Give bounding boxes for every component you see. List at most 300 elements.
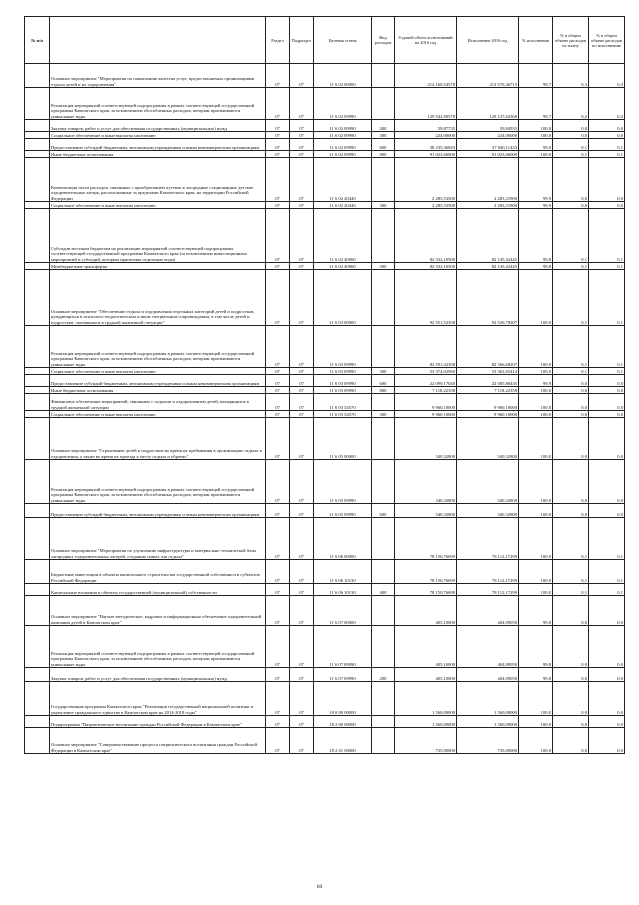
cell-pct: 99,9: [519, 158, 553, 202]
cell-pct-plan: 0,0: [553, 387, 589, 394]
cell-pct-fact: 0,0: [589, 418, 625, 460]
table-row: [25, 716, 625, 728]
cell-razdel: 07: [266, 132, 290, 139]
cell-plan: 38 235,36843: [395, 139, 457, 151]
cell-plan: 82 332,10500: [395, 209, 457, 263]
budget-table: [24, 16, 625, 754]
cell-podrazdel: 07: [290, 626, 314, 668]
table-row: [25, 394, 625, 411]
cell-pct-plan: 0,0: [553, 728, 589, 754]
cell-pct-fact: 0,0: [589, 394, 625, 411]
cell-plan: 78 150,76699: [395, 518, 457, 560]
cell-target-article: 11 6 07 09990: [314, 668, 372, 682]
cell-pct: 99,8: [519, 596, 553, 626]
cell-target-article: 11 6 05 00000: [314, 418, 372, 460]
cell-number: [25, 88, 50, 120]
cell-razdel: 07: [266, 139, 290, 151]
cell-fact: 92 526,78207: [457, 270, 519, 326]
cell-pct-plan: 0,1: [553, 209, 589, 263]
cell-pct: 100,0: [519, 387, 553, 394]
cell-fact: 224,00000: [457, 132, 519, 139]
cell-razdel: 07: [266, 263, 290, 270]
cell-fact: 82 145,42445: [457, 263, 519, 270]
cell-name: Основное мероприятие "Мероприятия по повышению качества услуг, предоставляемых организациями отдыха детей и их оздоровления": [50, 64, 266, 88]
cell-number: [25, 263, 50, 270]
cell-number: [25, 584, 50, 596]
cell-pct: 99,0: [519, 139, 553, 151]
cell-target-article: 18 2 00 00000: [314, 716, 372, 728]
cell-target-article: 11 6 02 09990: [314, 88, 372, 120]
cell-pct-plan: 0,0: [553, 375, 589, 387]
cell-plan: 405,10000: [395, 596, 457, 626]
cell-pct-plan: 0,0: [553, 626, 589, 668]
cell-number: [25, 270, 50, 326]
cell-pct-fact: 0,0: [589, 626, 625, 668]
cell-pct-fact: 0,1: [589, 270, 625, 326]
cell-target-article: 11 6 03 09990: [314, 387, 372, 394]
cell-plan: 1 560,00000: [395, 716, 457, 728]
cell-name: Иные бюджетные ассигнования: [50, 387, 266, 394]
cell-razdel: 07: [266, 418, 290, 460]
cell-pct: 100,0: [519, 411, 553, 418]
cell-plan: 405,10000: [395, 668, 457, 682]
cell-podrazdel: 07: [290, 596, 314, 626]
cell-podrazdel: 07: [290, 64, 314, 88]
cell-expense-type: 300: [372, 132, 395, 139]
cell-plan: 91 023,66000: [395, 151, 457, 158]
cell-target-article: 11 6 05 09990: [314, 460, 372, 504]
cell-pct: 100,0: [519, 418, 553, 460]
cell-plan: 7 118,22358: [395, 387, 457, 394]
table-row: [25, 120, 625, 132]
table-row: [25, 418, 625, 460]
cell-expense-type: [372, 394, 395, 411]
cell-expense-type: [372, 64, 395, 88]
cell-plan: 9 960,10000: [395, 394, 457, 411]
cell-number: [25, 120, 50, 132]
cell-pct-fact: 0,0: [589, 202, 625, 209]
cell-name: Иные бюджетные ассигнования: [50, 151, 266, 158]
cell-razdel: 07: [266, 158, 290, 202]
cell-pct-fact: 0,0: [589, 728, 625, 754]
table-row: [25, 460, 625, 504]
header-razdel: Раздел: [266, 17, 290, 64]
cell-podrazdel: 07: [290, 375, 314, 387]
cell-razdel: 07: [266, 668, 290, 682]
cell-plan: 22 099,17040: [395, 375, 457, 387]
cell-pct-fact: 0,1: [589, 209, 625, 263]
table-row: [25, 728, 625, 754]
header-plan: Годовой объем ассигнований на 2016 год: [395, 17, 457, 64]
cell-name: Подпрограмма "Патриотическое воспитание граждан Российской Федерации в Камчатском крае": [50, 716, 266, 728]
cell-pct-plan: 0,0: [553, 504, 589, 518]
cell-name: Социальное обеспечение и иные выплаты населению: [50, 368, 266, 375]
cell-number: [25, 158, 50, 202]
cell-fact: 78 112,17299: [457, 560, 519, 584]
cell-fact: 2 283,31900: [457, 202, 519, 209]
cell-target-article: 11 6 07 00000: [314, 596, 372, 626]
cell-target-article: 11 6 02 40060: [314, 263, 372, 270]
cell-plan: 78 150,76699: [395, 584, 457, 596]
cell-expense-type: 600: [372, 504, 395, 518]
cell-fact: 735,00000: [457, 728, 519, 754]
table-row: [25, 682, 625, 716]
cell-number: [25, 132, 50, 139]
cell-fact: 129 147,62368: [457, 88, 519, 120]
header-number: № п/п: [25, 17, 50, 64]
cell-expense-type: 200: [372, 120, 395, 132]
cell-podrazdel: 07: [290, 368, 314, 375]
cell-name: Предоставление субсидий бюджетным, автономным учреждениям и иным некоммерческим организациям: [50, 504, 266, 518]
cell-podrazdel: 07: [290, 387, 314, 394]
table-row: [25, 132, 625, 139]
cell-fact: 404,09050: [457, 668, 519, 682]
cell-name: Реализация мероприятий соответствующей подпрограммы в рамках соответствующей государственной программы Камчатского края, за исключением обособленных расходов, которым присваиваются уникальные коды: [50, 326, 266, 368]
cell-pct: 100,0: [519, 270, 553, 326]
cell-expense-type: 500: [372, 263, 395, 270]
cell-pct: 100,0: [519, 584, 553, 596]
cell-pct-fact: 0,0: [589, 387, 625, 394]
table-row: [25, 626, 625, 668]
cell-podrazdel: 07: [290, 88, 314, 120]
cell-name: Межбюджетные трансферты: [50, 263, 266, 270]
cell-target-article: 11 6 03 54570: [314, 411, 372, 418]
cell-number: [25, 139, 50, 151]
table-row: [25, 375, 625, 387]
table-row: [25, 209, 625, 263]
header-pct-plan: % в общем объеме расходов по плану: [553, 17, 589, 64]
cell-razdel: 07: [266, 596, 290, 626]
cell-target-article: 11 6 03 54570: [314, 394, 372, 411]
cell-pct-plan: 0,3: [553, 64, 589, 88]
table-row: [25, 202, 625, 209]
cell-razdel: 07: [266, 151, 290, 158]
cell-razdel: 07: [266, 716, 290, 728]
cell-fact: 1 560,00000: [457, 682, 519, 716]
cell-pct-fact: 0,3: [589, 64, 625, 88]
cell-target-article: 11 6 06 00000: [314, 518, 372, 560]
cell-pct: 99,8: [519, 209, 553, 263]
cell-razdel: 07: [266, 88, 290, 120]
cell-number: [25, 626, 50, 668]
cell-pct: 100,0: [519, 504, 553, 518]
cell-fact: 59,84935: [457, 120, 519, 132]
cell-name: Основное мероприятие "Страхование детей и подростков во время их пребывания в организациях отдыха и оздоровления, а также во время их проезда к месту отдыха и обратно": [50, 418, 266, 460]
cell-name: Финансовое обеспечение мероприятий, связанных с отдыхом и оздоровлением детей, находящихся в трудной жизненной ситуации: [50, 394, 266, 411]
cell-plan: 214 160,54578: [395, 64, 457, 88]
cell-pct: 99,8: [519, 668, 553, 682]
cell-target-article: 11 6 03 09990: [314, 375, 372, 387]
cell-pct-plan: 0,1: [553, 584, 589, 596]
table-header-row: [25, 17, 625, 64]
table-row: [25, 151, 625, 158]
cell-razdel: 07: [266, 460, 290, 504]
cell-target-article: 11 6 02 09990: [314, 120, 372, 132]
cell-plan: 405,10000: [395, 626, 457, 668]
cell-plan: 340,32800: [395, 460, 457, 504]
cell-pct-fact: 0,0: [589, 375, 625, 387]
cell-fact: 22 085,80435: [457, 375, 519, 387]
cell-plan: 2 285,53500: [395, 158, 457, 202]
cell-pct-fact: 0,2: [589, 88, 625, 120]
cell-fact: 213 576,36713: [457, 64, 519, 88]
cell-name: Реализация мероприятий соответствующей подпрограммы в рамках соответствующей государственной программы Камчатского края, за исключением обособленных расходов, которым присваиваются уникальные коды: [50, 460, 266, 504]
cell-expense-type: 300: [372, 411, 395, 418]
cell-pct-plan: 0,1: [553, 518, 589, 560]
cell-expense-type: [372, 326, 395, 368]
cell-pct-fact: 0,0: [589, 120, 625, 132]
cell-pct-plan: 0,1: [553, 151, 589, 158]
cell-fact: 78 112,17299: [457, 518, 519, 560]
cell-pct: 99,8: [519, 263, 553, 270]
cell-pct: 99,7: [519, 88, 553, 120]
cell-name: Государственная программа Камчатского края "Реализация государственной национальной политики и укрепление гражданского единства в Камчатском крае на 2014-2018 годы": [50, 682, 266, 716]
cell-razdel: 07: [266, 375, 290, 387]
cell-expense-type: [372, 158, 395, 202]
cell-name: Компенсация части расходов, связанных с приобретением путевок в загородные стационарные детские оздоровительные лагеря, расположенные за пределами Камчатского края, на территории Российской Федерации: [50, 158, 266, 202]
cell-razdel: 07: [266, 64, 290, 88]
cell-fact: 9 960,10000: [457, 394, 519, 411]
cell-razdel: 07: [266, 209, 290, 263]
cell-razdel: 07: [266, 270, 290, 326]
cell-pct-plan: 0,0: [553, 120, 589, 132]
cell-expense-type: 800: [372, 151, 395, 158]
cell-target-article: 11 6 02 00000: [314, 64, 372, 88]
table-row: [25, 518, 625, 560]
cell-fact: 37 840,11433: [457, 139, 519, 151]
cell-pct-plan: 0,0: [553, 682, 589, 716]
cell-razdel: 07: [266, 560, 290, 584]
cell-number: [25, 202, 50, 209]
table-row: [25, 368, 625, 375]
cell-expense-type: 200: [372, 668, 395, 682]
cell-fact: 78 112,17299: [457, 584, 519, 596]
cell-plan: 82 591,42358: [395, 326, 457, 368]
cell-target-article: 11 6 06 10130: [314, 560, 372, 584]
cell-number: [25, 394, 50, 411]
cell-plan: 92 551,52358: [395, 270, 457, 326]
cell-podrazdel: 07: [290, 518, 314, 560]
table-row: [25, 158, 625, 202]
page-number: 60: [316, 884, 323, 890]
cell-name: Реализация мероприятий соответствующей подпрограммы в рамках соответствующей государственной программы Камчатского края, за исключением обособленных расходов, которым присваиваются уникальные коды: [50, 88, 266, 120]
cell-razdel: 07: [266, 584, 290, 596]
cell-pct-fact: 0,1: [589, 368, 625, 375]
cell-pct-plan: 0,0: [553, 158, 589, 202]
cell-number: [25, 460, 50, 504]
cell-number: [25, 596, 50, 626]
cell-expense-type: [372, 209, 395, 263]
cell-pct-plan: 0,0: [553, 668, 589, 682]
cell-number: [25, 418, 50, 460]
cell-fact: 91 023,66000: [457, 151, 519, 158]
cell-fact: 340,32800: [457, 504, 519, 518]
cell-target-article: 18 0 00 00000: [314, 682, 372, 716]
cell-name: Социальное обеспечение и иные выплаты населению: [50, 132, 266, 139]
table-row: [25, 88, 625, 120]
cell-expense-type: [372, 460, 395, 504]
cell-number: [25, 518, 50, 560]
cell-pct: 100,0: [519, 518, 553, 560]
cell-number: [25, 387, 50, 394]
cell-target-article: 11 6 02 20440: [314, 158, 372, 202]
cell-pct-plan: 0,0: [553, 418, 589, 460]
cell-pct-fact: 0,0: [589, 132, 625, 139]
cell-podrazdel: 07: [290, 151, 314, 158]
cell-razdel: 07: [266, 326, 290, 368]
cell-pct: 100,0: [519, 682, 553, 716]
cell-target-article: 11 6 05 09990: [314, 504, 372, 518]
cell-razdel: 07: [266, 504, 290, 518]
cell-fact: 7 118,22358: [457, 387, 519, 394]
table-row: [25, 560, 625, 584]
cell-target-article: 18 2 01 00000: [314, 728, 372, 754]
table-body: [25, 64, 625, 754]
cell-pct-plan: 0,1: [553, 270, 589, 326]
cell-number: [25, 368, 50, 375]
cell-fact: 53 362,65414: [457, 368, 519, 375]
cell-number: [25, 728, 50, 754]
cell-plan: 78 150,76699: [395, 560, 457, 584]
cell-fact: 1 560,00000: [457, 716, 519, 728]
cell-expense-type: [372, 682, 395, 716]
cell-pct-plan: 0,1: [553, 368, 589, 375]
cell-number: [25, 716, 50, 728]
cell-expense-type: 800: [372, 387, 395, 394]
cell-expense-type: [372, 560, 395, 584]
cell-expense-type: [372, 716, 395, 728]
cell-number: [25, 209, 50, 263]
cell-fact: 340,32800: [457, 460, 519, 504]
cell-fact: 340,32800: [457, 418, 519, 460]
cell-number: [25, 326, 50, 368]
cell-podrazdel: 07: [290, 394, 314, 411]
cell-pct-fact: 0,1: [589, 326, 625, 368]
cell-podrazdel: 07: [290, 418, 314, 460]
cell-pct: 100,0: [519, 560, 553, 584]
header-expense-type: Вид расходов: [372, 17, 395, 64]
cell-number: [25, 668, 50, 682]
cell-number: [25, 151, 50, 158]
cell-podrazdel: 07: [290, 460, 314, 504]
cell-razdel: 07: [266, 394, 290, 411]
cell-fact: 82 145,42445: [457, 209, 519, 263]
cell-pct-fact: 0,1: [589, 560, 625, 584]
cell-fact: 2 283,31900: [457, 158, 519, 202]
table-row: [25, 411, 625, 418]
cell-pct-fact: 0,0: [589, 460, 625, 504]
cell-number: [25, 375, 50, 387]
cell-pct-fact: 0,0: [589, 716, 625, 728]
cell-plan: 224,00000: [395, 132, 457, 139]
cell-podrazdel: 07: [290, 209, 314, 263]
cell-razdel: 07: [266, 387, 290, 394]
cell-podrazdel: 07: [290, 682, 314, 716]
cell-number: [25, 411, 50, 418]
cell-expense-type: [372, 728, 395, 754]
cell-name: Закупка товаров, работ и услуг для обеспечения государственных (муниципальных) нужд: [50, 668, 266, 682]
cell-target-article: 11 6 02 20440: [314, 202, 372, 209]
cell-podrazdel: 07: [290, 728, 314, 754]
cell-podrazdel: 07: [290, 263, 314, 270]
cell-fact: 404,09050: [457, 596, 519, 626]
cell-name: Основное мероприятие "Научно-методическое, кадровое и информационное обеспечение оздоровительной кампании детей в Камчатском крае": [50, 596, 266, 626]
cell-name: Субсидии местным бюджетам на реализацию мероприятий соответствующей подпрограммы соответствующей государственной программы Камчатского края (за исключением инвестиционных мероприятий и субсидий, которым присвоены отдельные коды): [50, 209, 266, 263]
table-row: [25, 64, 625, 88]
header-target-article: Целевая статья: [314, 17, 372, 64]
cell-name: Капитальные вложения в объекты государственной (муниципальной) собственности: [50, 584, 266, 596]
cell-pct: 100,0: [519, 132, 553, 139]
cell-pct: 100,0: [519, 120, 553, 132]
cell-plan: 9 960,10000: [395, 411, 457, 418]
cell-expense-type: [372, 88, 395, 120]
cell-podrazdel: 07: [290, 584, 314, 596]
cell-pct-plan: 0,0: [553, 132, 589, 139]
cell-target-article: 11 6 03 00000: [314, 270, 372, 326]
cell-target-article: 11 6 03 09990: [314, 368, 372, 375]
cell-razdel: 07: [266, 411, 290, 418]
cell-name: Основное мероприятие "Совершенствование процесса патриотического воспитания граждан Российской Федерации в Камчатском крае": [50, 728, 266, 754]
table-row: [25, 387, 625, 394]
cell-podrazdel: 07: [290, 326, 314, 368]
cell-pct-plan: 0,0: [553, 460, 589, 504]
cell-name: Закупка товаров, работ и услуг для обеспечения государственных (муниципальных) нужд: [50, 120, 266, 132]
cell-plan: 340,32800: [395, 504, 457, 518]
cell-target-article: 11 6 03 09990: [314, 326, 372, 368]
cell-podrazdel: 07: [290, 158, 314, 202]
cell-pct: 100,0: [519, 460, 553, 504]
cell-expense-type: [372, 518, 395, 560]
cell-target-article: 11 6 02 09990: [314, 139, 372, 151]
cell-pct: 99,8: [519, 626, 553, 668]
table-row: [25, 326, 625, 368]
cell-expense-type: [372, 418, 395, 460]
table-row: [25, 270, 625, 326]
cell-podrazdel: 07: [290, 716, 314, 728]
header-podrazdel: Подраздел: [290, 17, 314, 64]
cell-target-article: 11 6 06 10130: [314, 584, 372, 596]
cell-pct-plan: 0,0: [553, 716, 589, 728]
cell-pct-fact: 0,1: [589, 139, 625, 151]
cell-plan: 59,87735: [395, 120, 457, 132]
cell-pct-plan: 0,1: [553, 560, 589, 584]
header-pct: % исполнения: [519, 17, 553, 64]
cell-target-article: 11 6 02 40060: [314, 209, 372, 263]
cell-podrazdel: 07: [290, 202, 314, 209]
cell-plan: 340,32800: [395, 418, 457, 460]
cell-number: [25, 560, 50, 584]
cell-podrazdel: 07: [290, 120, 314, 132]
header-fact: Исполнение 2016 год: [457, 17, 519, 64]
cell-plan: 129 542,90578: [395, 88, 457, 120]
cell-razdel: 07: [266, 626, 290, 668]
cell-number: [25, 504, 50, 518]
cell-plan: 735,00000: [395, 728, 457, 754]
cell-expense-type: 600: [372, 139, 395, 151]
cell-expense-type: [372, 626, 395, 668]
cell-pct-plan: 0,0: [553, 596, 589, 626]
cell-expense-type: 400: [372, 584, 395, 596]
cell-pct: 99,9: [519, 202, 553, 209]
cell-razdel: 07: [266, 728, 290, 754]
cell-name: Предоставление субсидий бюджетным, автономным учреждениям и иным некоммерческим организациям: [50, 139, 266, 151]
cell-pct: 99,9: [519, 375, 553, 387]
cell-name: Предоставление субсидий бюджетным, автономным учреждениям и иным некоммерческим организациям: [50, 375, 266, 387]
cell-name: Социальное обеспечение и иные выплаты населению: [50, 411, 266, 418]
cell-plan: 53 374,02960: [395, 368, 457, 375]
cell-pct-plan: 0,1: [553, 139, 589, 151]
cell-pct-fact: 0,1: [589, 263, 625, 270]
